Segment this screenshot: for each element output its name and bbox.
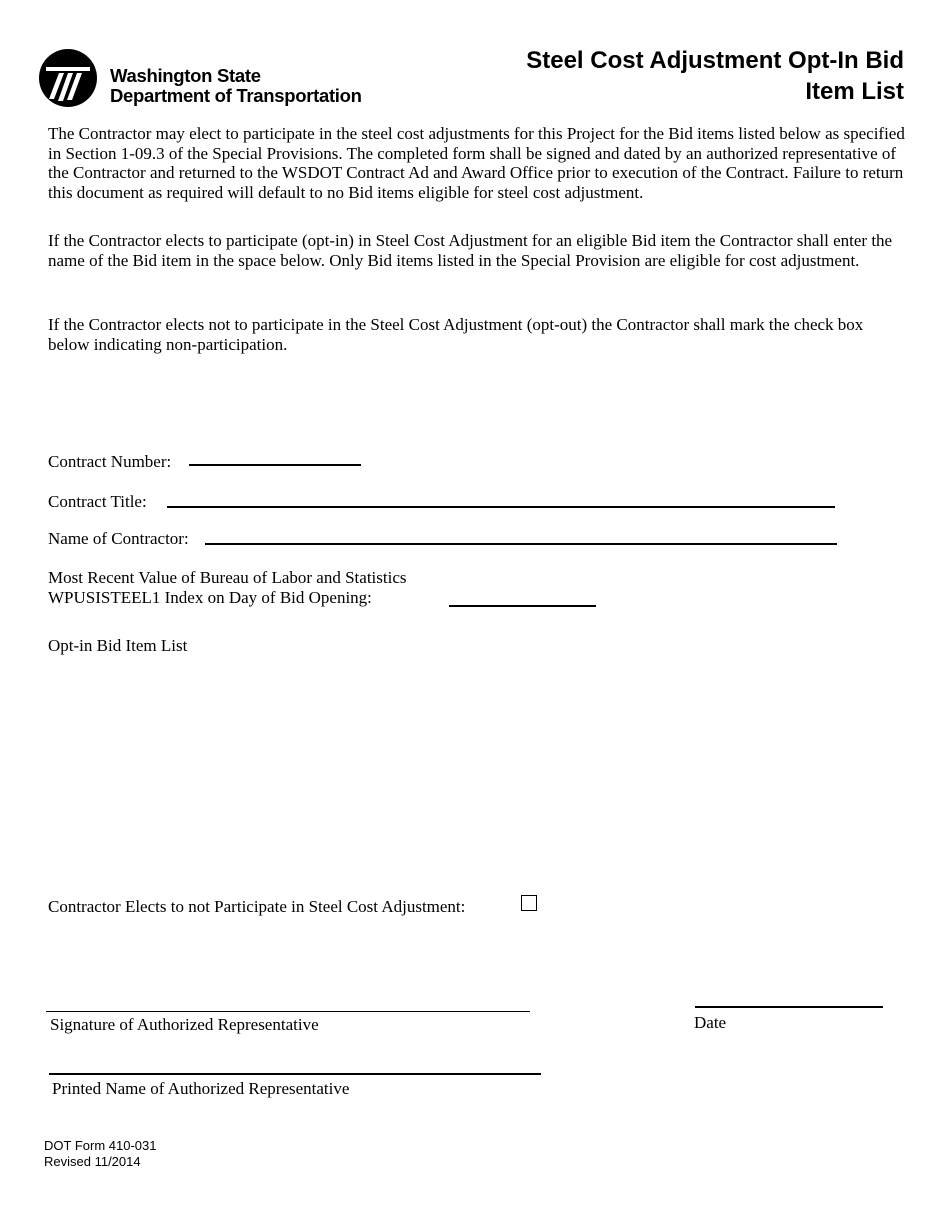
signature-label: Signature of Authorized Representative — [50, 1015, 319, 1034]
form-footer — [44, 1138, 156, 1169]
contract-number-label: Contract Number: — [48, 452, 172, 471]
contractor-name-label: Name of Contractor: — [48, 529, 189, 548]
opt-out-label: Contractor Elects to not Participate in Steel Cost Adjustment: — [48, 897, 466, 916]
agency-name-line1: Washington State — [110, 65, 261, 86]
date-label: Date — [694, 1013, 727, 1032]
form-number: DOT Form 410-031 — [44, 1138, 157, 1153]
wsdot-logo-icon — [38, 48, 98, 108]
contractor-name-field[interactable] — [205, 543, 837, 545]
instruction-paragraph-3: If the Contractor elects not to participate in the Steel Cost Adjustment (opt-out) the Contractor shall mark the check box below indicating non-participation. — [48, 315, 864, 354]
printed-name-line[interactable] — [49, 1073, 541, 1075]
form-revision: Revised 11/2014 — [44, 1153, 141, 1169]
opt-in-list-label: Opt-in Bid Item List — [48, 636, 188, 655]
instruction-paragraph-1: The Contractor may elect to participate in the steel cost adjustments for this Project for the Bid items listed below as specified in Section 1-09.3 of the Special Provisions. The completed form shall be signed and dated by an authorized representative of the Contractor and returned to the WSDOT Contract Ad and Award Office prior to execution of the Contract. Failure to return this document as required will default to no Bid items eligible for steel cost adjustment. — [48, 124, 905, 202]
contract-title-field[interactable] — [167, 506, 835, 508]
agency-name — [110, 66, 362, 106]
instruction-paragraph-2: If the Contractor elects to participate (opt-in) in Steel Cost Adjustment for an eligible Bid item the Contractor shall enter the name of the Bid item in the space below. Only Bid items listed in the Special Provision are eligible for cost adjustment. — [48, 231, 893, 270]
form-title: Steel Cost Adjustment Opt-In Bid Item List — [526, 47, 904, 105]
bls-index-label-line1: Most Recent Value of Bureau of Labor and Statistics — [48, 568, 407, 587]
contract-title-label: Contract Title: — [48, 492, 147, 511]
contract-number-field[interactable] — [189, 464, 361, 466]
printed-name-label: Printed Name of Authorized Representative — [52, 1079, 350, 1098]
opt-in-bid-item-list[interactable] — [48, 664, 908, 864]
signature-line[interactable] — [46, 1011, 530, 1012]
opt-out-checkbox[interactable] — [521, 895, 537, 911]
bls-index-label-line2: WPUSISTEEL1 Index on Day of Bid Opening: — [48, 588, 372, 607]
agency-name-line2: Department of Transportation — [110, 85, 362, 106]
bls-index-field[interactable] — [449, 605, 596, 607]
date-line[interactable] — [695, 1006, 883, 1008]
